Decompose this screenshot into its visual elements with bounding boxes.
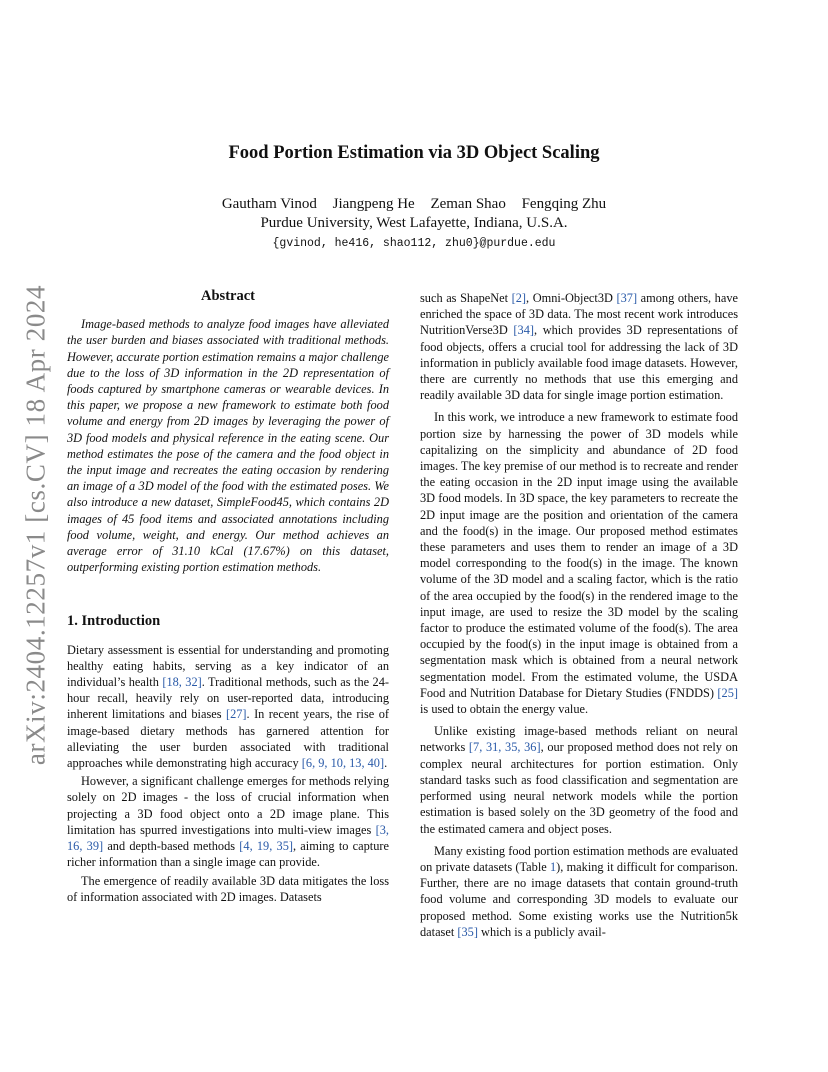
paragraph-text: among others, have enriched the space of 3D data. The most recent work introduces NutritionVerse3D: [420, 291, 738, 338]
citation-link[interactable]: [34]: [513, 323, 534, 338]
paragraph-text: .: [384, 756, 388, 771]
intro-paragraph-3: [67, 873, 389, 905]
paragraph-text: ), making it difficult for comparison. Further, there are no image datasets that contain ground-truth food volume and corresponding 3D models to evaluate our proposed method. Some existing works use the Nutrition5k dataset: [420, 859, 738, 939]
paragraph-text: . Traditional methods, such as the 24-hour recall, heavily rely on user-reported data, introducing inherent limitations and biases: [67, 675, 389, 722]
citation-link[interactable]: [37]: [616, 291, 638, 305]
paragraph-text: Many existing food portion estimation methods are evaluated on private datasets (Table: [420, 843, 738, 874]
citation-link[interactable]: [25]: [717, 685, 738, 700]
arxiv-sidebar: [14, 284, 58, 766]
table-reference-link[interactable]: 1: [549, 859, 557, 874]
affiliation: Purdue University, West Lafayette, Indiana, U.S.A.: [260, 215, 568, 231]
intro-paragraph-6: [420, 843, 738, 940]
paragraph-text: , our proposed method does not rely on complex neural architectures for portion estimation. Only standard tasks such as food classification and segmentation are performed using neural network models while the portion estimation is based solely on the 3D geometry of the food and the estimated camera and object poses.: [420, 740, 738, 836]
author-name: Zeman Shao: [430, 196, 506, 212]
intro-paragraph-2: [67, 773, 389, 870]
paragraph-text: , Omni-Object3D: [526, 291, 617, 305]
citation-link[interactable]: [18, 32]: [162, 675, 202, 690]
introduction-heading: 1. Introduction: [67, 613, 161, 630]
paragraph-text: Unlike existing image-based methods reliant on neural networks: [420, 724, 738, 755]
paragraph-text: , which provides 3D representations of food objects, offers a crucial tool for addressing the lack of 3D information in publicly available food image datasets. However, there are currently no methods that use this emerging and readily available 3D data for single image portion estimation.: [420, 323, 738, 403]
author-name: Gautham Vinod: [221, 196, 317, 212]
left-column: [67, 288, 389, 905]
citation-link[interactable]: [27]: [225, 707, 247, 722]
author-list: [0, 196, 828, 213]
intro-paragraph-5: [420, 723, 738, 836]
paragraph-text: is used to obtain the energy value.: [420, 702, 589, 717]
citation-link[interactable]: [6, 9, 10, 13, 40]: [301, 756, 385, 771]
paragraph-text: However, a significant challenge emerges for methods relying solely on 2D images - the loss of crucial information when projecting a 3D food object onto a 2D image plane. This limitation has spurred investigations into multi-view images: [67, 774, 389, 837]
abstract-heading: Abstract: [201, 288, 255, 304]
paragraph-text: which is a publicly avail-: [477, 924, 606, 939]
paragraph-text: and depth-based methods: [103, 839, 240, 854]
intro-paragraph-1: [67, 642, 389, 772]
paragraph-text: . In recent years, the rise of image-based dietary methods has garnered attention for alleviating the user burden associated with traditional approaches while demonstrating high accuracy: [67, 707, 389, 771]
paragraph-text: , aiming to capture richer information than a single image can provide.: [67, 839, 389, 870]
paragraph-text: such as ShapeNet: [420, 291, 512, 305]
paper-title: Food Portion Estimation via 3D Object Scaling: [228, 143, 600, 163]
arxiv-identifier: arXiv:2404.12257v1 [cs.CV] 18 Apr 2024: [20, 284, 51, 766]
author-emails: {gvinod, he416, shao112, zhu0}@purdue.edu: [272, 237, 556, 250]
citation-link[interactable]: [35]: [457, 924, 478, 939]
citation-link[interactable]: [7, 31, 35, 36]: [468, 740, 541, 755]
paragraph-text: Dietary assessment is essential for understanding and promoting healthy eating habits, serving as a key indicator of an individual’s health: [67, 642, 389, 690]
abstract-body: Image-based methods to analyze food images have alleviated the user burden and biases associated with traditional methods. However, accurate portion estimation remains a major challenge due to the loss of 3D information in the 2D representation of foods captured by smartphone cameras or wearable devices. In this paper, we propose a new framework to estimate both food volume and energy from 2D images by leveraging the power of 3D food models and physical reference in the eating scene. Our method estimates the pose of the camera and the food object in the input image and recreates the eating occasion by rendering an image of a 3D model of the food with the estimated poses. We also introduce a new dataset, SimpleFood45, which contains 2D images of 45 food items and associated annotations including food volume, weight, and energy. Our method achieves an average error of 31.10 kCal (17.67%) on this dataset, outperforming existing portion estimation methods.: [67, 317, 389, 575]
author-name: Fengqing Zhu: [521, 196, 607, 212]
intro-paragraph-3-continued: [420, 290, 738, 403]
paragraph-text: The emergence of readily available 3D data mitigates the loss of information associated with 2D images. Datasets: [67, 873, 389, 904]
citation-link[interactable]: [3, 16, 39]: [67, 822, 389, 854]
paragraph-text: In this work, we introduce a new framework to estimate food portion size by harnessing the power of 3D models while capitalizing on the simplicity and abundance of 2D food images. The key premise of our method is to recreate and render the eating occasion in the 2D input image using the available 3D food models. In 3D space, the key parameters to recreate the 2D input image are the position and orientation of the camera and the food(s) in the image. Our proposed method estimates these parameters and uses them to render an image of a 3D model corresponding to the food(s) in the image. The known volume of the 3D model and a scaling factor, which is the ratio of the area occupied by the food(s) in the rendered image to the input image, are used to resize the 3D model by the scaling factor to produce the estimated volume of the food(s). The area occupied by the food(s) in the input image is obtained from a segmentation mask which is obtained from a neural network segmentation model. From the estimated volume, the USDA Food and Nutrition Database for Dietary Studies (FNDDS): [420, 410, 738, 700]
citation-link[interactable]: [2]: [511, 291, 527, 305]
citation-link[interactable]: [4, 19, 35]: [239, 839, 293, 854]
author-name: Jiangpeng He: [332, 196, 415, 212]
intro-paragraph-4: [420, 409, 738, 717]
right-column: [420, 290, 738, 946]
